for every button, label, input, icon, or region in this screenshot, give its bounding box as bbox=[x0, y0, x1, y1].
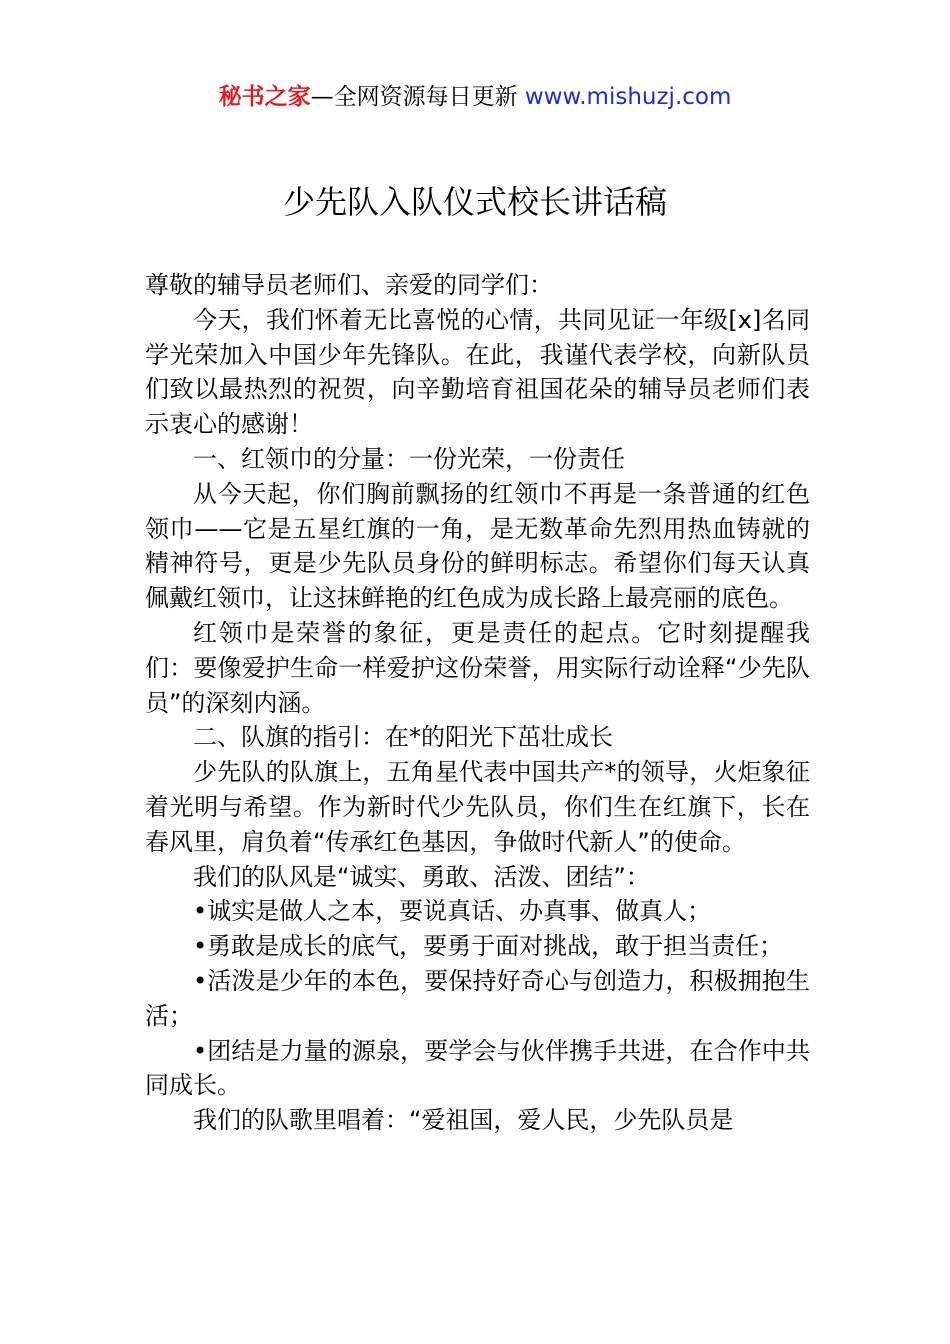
document-body bbox=[145, 268, 810, 1138]
paragraph: 我们的队歌里唱着：“爱祖国，爱人民，少先队员是 bbox=[193, 1106, 734, 1135]
bullet-item: •诚实是做人之本，要说真话、办真事、做真人； bbox=[193, 897, 712, 926]
paragraph: 红领巾是荣誉的象征，更是责任的起点。它时刻提醒我们：要像爱护生命一样爱护这份荣誉，用实际行动诠释“少先队员”的深刻内涵。 bbox=[145, 618, 810, 717]
document-title: 少先队入队仪式校长讲话稿 bbox=[282, 183, 667, 221]
salutation: 尊敬的辅导员老师们、亲爱的同学们： bbox=[145, 271, 553, 299]
section-heading-2: 二、队旗的指引：在*的阳光下茁壮成长 bbox=[193, 723, 613, 752]
bullet-item: •勇敢是成长的底气，要勇于面对挑战，敢于担当责任； bbox=[193, 932, 784, 961]
brand-name: 秘书之家 bbox=[218, 84, 311, 110]
site-header bbox=[0, 80, 950, 114]
bullet-item: •活泼是少年的本色，要保持好奇心与创造力，积极拥抱生活； bbox=[145, 966, 810, 1030]
paragraph-opening: 今天，我们怀着无比喜悦的心情，共同见证一年级[x]名同学光荣加入中国少年先锋队。在此，我谨代表学校，向新队员们致以最热烈的祝贺，向辛勤培育祖国花朵的辅导员老师们表示衷心的感谢！ bbox=[145, 305, 810, 439]
bullet-item: •团结是力量的源泉，要学会与伙伴携手共进，在合作中共同成长。 bbox=[145, 1036, 810, 1100]
paragraph: 从今天起，你们胸前飘扬的红领巾不再是一条普通的红色领巾——它是五星红旗的一角，是无数革命先烈用热血铸就的精神符号，更是少先队员身份的鲜明标志。希望你们每天认真佩戴红领巾，让这抹鲜艳的红色成为成长路上最亮丽的底色。 bbox=[145, 479, 810, 613]
paragraph: 少先队的队旗上，五角星代表中国共产*的领导，火炬象征着光明与希望。作为新时代少先队员，你们生在红旗下，长在春风里，肩负着“传承红色基因，争做时代新人”的使命。 bbox=[145, 758, 810, 856]
section-heading-1: 一、红领巾的分量：一份光荣，一份责任 bbox=[193, 444, 625, 473]
site-url-link[interactable]: www.mishuzj.com bbox=[524, 84, 732, 110]
paragraph: 我们的队风是“诚实、勇敢、活泼、团结”： bbox=[193, 862, 650, 891]
header-tagline: —全网资源每日更新 bbox=[310, 84, 525, 110]
